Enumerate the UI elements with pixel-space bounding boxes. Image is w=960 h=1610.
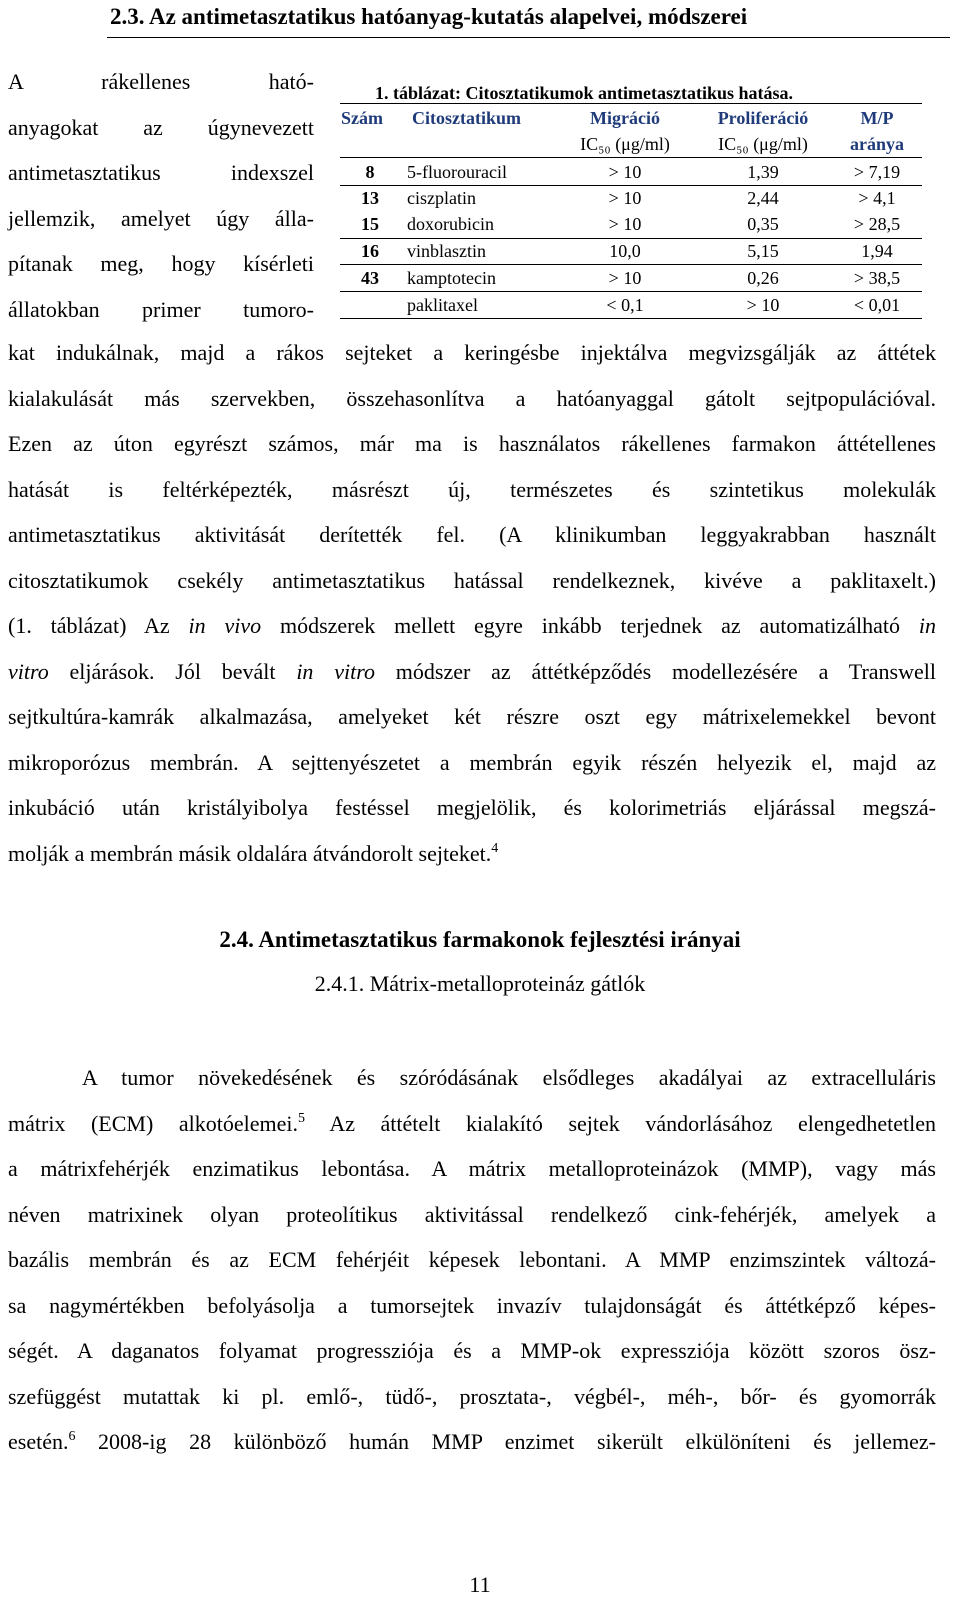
row-proliferation: 0,26	[747, 268, 779, 288]
row-drug: 5-fluorouracil	[407, 162, 507, 182]
text-run: molják a membrán másik oldalára átvándorolt sejteket.	[8, 840, 492, 866]
text-line: inkubáció után kristályibolya festéssel megjelölik, és kolorimetriás eljárással megszá-	[8, 795, 936, 820]
text-line: a mátrixfehérjék enzimatikus lebontása. A mátrix metalloproteinázok (MMP), vagy más	[8, 1156, 936, 1181]
text-run: módszer az áttétképződés modellezésére a Transwell	[374, 658, 936, 684]
text-line: ségét. A daganatos folyamat progressziója és a MMP-ok expressziója között szoros ösz-	[8, 1338, 936, 1363]
heading-rule	[107, 37, 950, 38]
header-proliferation: Proliferáció	[717, 108, 809, 128]
row-ratio: > 28,5	[853, 214, 901, 234]
header-migration: Migráció	[590, 108, 660, 128]
row-migration: > 10	[608, 268, 642, 288]
text-run: esetén.	[8, 1429, 69, 1454]
row-proliferation: 1,39	[747, 162, 779, 182]
reference-superscript: 4	[491, 840, 499, 856]
row-migration: > 10	[608, 188, 642, 208]
text-line: bazális membrán és az ECM fehérjéit képesek lebontani. A MMP enzimszintek változá-	[8, 1247, 936, 1272]
row-migration: > 10	[608, 162, 642, 182]
side-line: antimetasztatikus indexszel	[8, 160, 314, 185]
text-line: kat indukálnak, majd a rákos sejteket a keringésbe injektálva megvizsgálják az áttétek	[8, 340, 936, 365]
text-line	[8, 831, 936, 877]
section-heading-2-4: 2.4. Antimetasztatikus farmakonok fejlesztési irányai	[219, 927, 741, 952]
table-top-rule	[340, 103, 922, 104]
row-migration: > 10	[608, 214, 642, 234]
reference-superscript: 6	[68, 1429, 76, 1444]
text-line: szefüggést mutattak ki pl. emlő-, tüdő-, prosztata-, végbél-, méh-, bőr- és gyomorrák	[8, 1383, 936, 1409]
row-ratio: > 38,5	[853, 268, 901, 288]
text-line	[8, 1419, 936, 1465]
side-line: anyagokat az úgynevezett	[8, 114, 314, 140]
text-line: sejtkultúra-kamrák alkalmazása, amelyeket két részre oszt egy mátrixelemekkel bevont	[8, 704, 936, 729]
text-line: A tumor növekedésének és szóródásának elsődleges akadályai az extracelluláris	[82, 1065, 936, 1090]
text-run: Az áttételt kialakító sejtek vándorlásához elengedhetetlen	[304, 1110, 936, 1136]
text-run: eljárások. Jól bevált	[48, 658, 297, 684]
text-line	[8, 649, 936, 695]
row-num: 8	[365, 162, 375, 182]
table-row-rule	[340, 264, 922, 265]
header-proliferation-unit: IC₅₀ (μg/ml)	[718, 134, 808, 154]
row-migration: < 0,1	[606, 295, 644, 315]
text-run: mátrix (ECM) alkotóelemei.	[8, 1110, 298, 1136]
row-num: 15	[361, 214, 379, 234]
row-drug: ciszplatin	[407, 188, 476, 208]
text-run: (1. táblázat) Az	[8, 613, 189, 638]
italic-term: in vitro	[296, 658, 375, 684]
side-line: jellemzik, amelyet úgy álla-	[8, 205, 314, 231]
text-line: kialakulását más szervekben, összehasonlítva a hatóanyaggal gátolt sejtpopulációval.	[8, 385, 936, 411]
header-num: Szám	[341, 108, 383, 128]
page-number: 11	[469, 1572, 491, 1597]
paragraph-2	[8, 1055, 936, 1465]
table-row-rule	[340, 291, 922, 292]
row-proliferation: 0,35	[747, 214, 779, 234]
row-drug: paklitaxel	[407, 295, 478, 315]
header-ratio-sub: aránya	[850, 134, 904, 154]
header-drug: Citosztatikum	[412, 108, 521, 128]
subsection-heading: 2.4.1. Mátrix-metalloproteináz gátlók	[314, 971, 646, 996]
italic-term: vitro	[8, 658, 49, 684]
row-ratio: > 7,19	[853, 162, 901, 182]
section-heading: 2.3. Az antimetasztatikus hatóanyag-kutatás alapelvei, módszerei	[110, 4, 748, 29]
table-caption: 1. táblázat: Citosztatikumok antimetasztatikus hatása.	[375, 83, 793, 103]
row-proliferation: 5,15	[747, 241, 779, 261]
side-paragraph	[8, 59, 314, 332]
text-run: 2008-ig 28 különböző humán MMP enzimet sikerült elkülöníteni és jellemez-	[75, 1429, 936, 1454]
text-line: néven matrixinek olyan proteolítikus aktivitással rendelkező cink-fehérjék, amelyek a	[8, 1201, 936, 1227]
text-line: sa nagymértékben befolyásolja a tumorsejtek invazív tulajdonságát és áttétképző képes-	[8, 1292, 936, 1318]
side-line: állatokban primer tumoro-	[8, 296, 314, 322]
row-proliferation: 2,44	[747, 188, 779, 208]
reference-superscript: 5	[297, 1110, 305, 1126]
row-drug: kamptotecin	[407, 268, 496, 288]
text-run: módszerek mellett egyre inkább terjednek az automatizálható	[261, 613, 919, 638]
table-bottom-rule	[340, 318, 922, 319]
row-drug: doxorubicin	[407, 214, 494, 234]
italic-term: in	[918, 613, 936, 638]
table-row-rule	[340, 238, 922, 239]
side-line: A rákellenes ható-	[8, 69, 314, 94]
row-num: 13	[361, 188, 379, 208]
row-migration: 10,0	[609, 241, 641, 261]
table-row-rule	[340, 185, 922, 186]
header-ratio: M/P	[860, 108, 894, 128]
table-header-rule	[340, 157, 922, 158]
text-line: hatását is feltérképezték, másrészt új, természetes és szintetikus molekulák	[8, 476, 936, 502]
text-line: citosztatikumok csekély antimetasztatikus hatással rendelkeznek, kivéve a paklitaxelt.)	[8, 567, 936, 593]
row-num: 43	[361, 268, 379, 288]
row-ratio: 1,94	[861, 241, 893, 261]
side-line: pítanak meg, hogy kísérleti	[8, 251, 314, 276]
row-ratio: > 4,1	[858, 188, 896, 208]
row-proliferation: > 10	[746, 295, 780, 315]
italic-term: in vivo	[188, 613, 262, 638]
row-num: 16	[361, 241, 379, 261]
text-line: mikroporózus membrán. A sejttenyészetet a membrán egyik részén helyezik el, majd az	[8, 749, 936, 775]
paragraph-1	[8, 330, 936, 876]
header-migration-unit: IC₅₀ (μg/ml)	[580, 134, 670, 154]
row-drug: vinblasztin	[407, 241, 486, 261]
text-line: antimetasztatikus aktivitását derítették fel. (A klinikumban leggyakrabban használt	[8, 522, 936, 547]
text-line	[8, 603, 936, 649]
row-ratio: < 0,01	[853, 295, 901, 315]
text-line	[8, 1101, 936, 1147]
text-line: Ezen az úton egyrészt számos, már ma is használatos rákellenes farmakon áttétellenes	[8, 431, 936, 456]
